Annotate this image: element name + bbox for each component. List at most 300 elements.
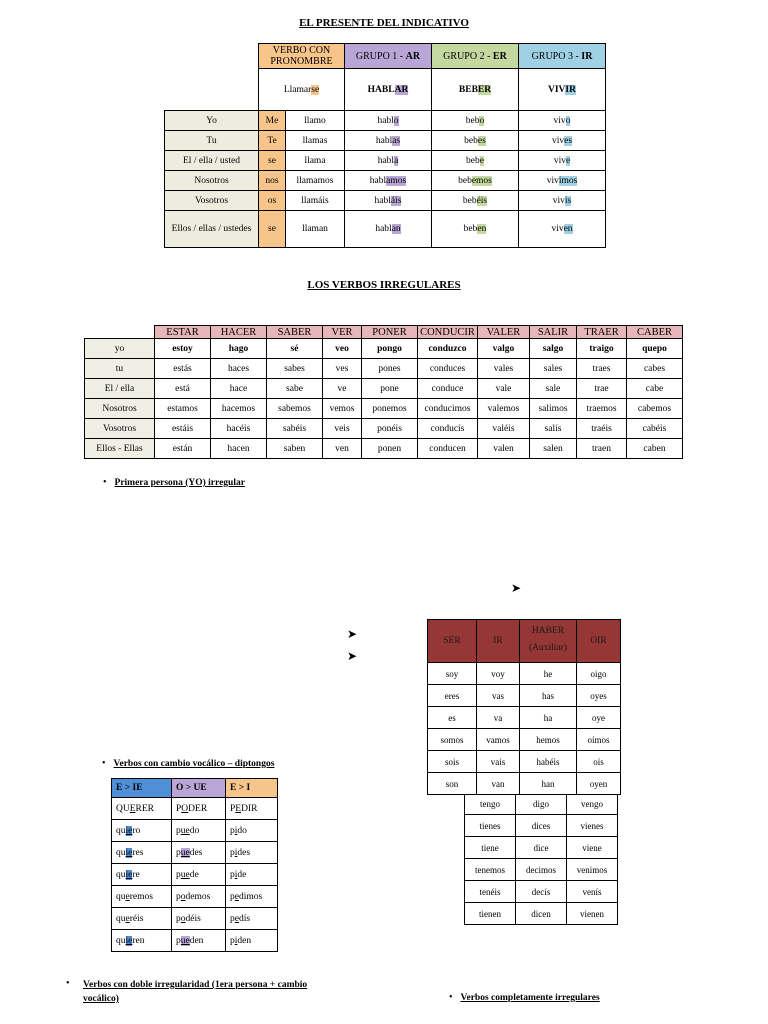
conjugation-cell <box>226 930 278 952</box>
suffix: dimos <box>238 891 263 902</box>
ending: is <box>564 195 572 206</box>
conjugation-cell: vienen <box>567 903 618 925</box>
suffix: do <box>237 825 247 836</box>
conjugation-cell-ar <box>345 191 432 211</box>
conjugation-cell: habéis <box>520 751 577 773</box>
vowel: e <box>125 891 130 902</box>
conjugation-cell: sois <box>428 751 477 773</box>
arrow-icon: ➤ <box>347 649 358 663</box>
conjugation-cell: valéis <box>478 419 530 439</box>
ending: as <box>392 135 401 146</box>
bullet-cambio-vocalico: • Verbos con cambio vocálico – diptongos <box>102 758 275 769</box>
ending: emos <box>471 175 492 186</box>
conjugation-cell: ponen <box>362 439 418 459</box>
stem: beb <box>463 224 478 234</box>
stem: habl <box>375 224 392 234</box>
ending: an <box>391 224 401 234</box>
ending: e <box>565 155 571 166</box>
conjugation-cell: valen <box>478 439 530 459</box>
conjugation-cell: han <box>520 773 577 795</box>
conjugation-cell: están <box>155 439 211 459</box>
conjugation-cell: cabemos <box>627 399 683 419</box>
ending: a <box>394 155 399 166</box>
conjugation-cell: pone <box>362 379 418 399</box>
bullet-doble-irregularidad: • Verbos con doble irregularidad (1era persona + cambio vocálico) <box>66 978 308 1004</box>
conjugation-cell: pongo <box>362 339 418 359</box>
stem: viv <box>551 224 564 234</box>
llamarse-cell: llaman <box>286 211 345 248</box>
conjugation-cell: está <box>155 379 211 399</box>
conjugation-cell: sé <box>267 339 323 359</box>
table-irregulares <box>84 325 683 459</box>
conjugation-cell: dices <box>516 815 567 837</box>
irregular-row <box>85 379 683 399</box>
conjugation-cell <box>226 908 278 930</box>
conjugation-row <box>112 886 278 908</box>
prefix: p <box>176 847 181 858</box>
title-presente: EL PRESENTE DEL INDICATIVO <box>299 17 469 29</box>
conjugation-cell-er <box>432 191 519 211</box>
pronoun-cell: Tu <box>165 131 259 151</box>
ending: es <box>564 135 573 146</box>
vowel: ie <box>125 847 133 858</box>
conjugation-cell: decimos <box>516 859 567 881</box>
conjugation-cell: hacéis <box>211 419 267 439</box>
conjugation-cell: oís <box>577 751 621 773</box>
llamarse-cell: llamo <box>286 111 345 131</box>
stem: beb <box>462 195 477 206</box>
conjugation-row <box>428 773 621 795</box>
conjugation-cell: conducís <box>418 419 478 439</box>
header-grupo1: GRUPO 1 - AR <box>345 44 432 69</box>
conjugation-cell: ves <box>323 359 362 379</box>
prefix: p <box>230 825 235 836</box>
vowel: e <box>125 913 130 924</box>
conjugation-cell <box>226 820 278 842</box>
header-e-i: E > I <box>226 779 278 798</box>
arrow-icon: ➤ <box>511 581 522 595</box>
conjugation-row <box>112 820 278 842</box>
bullet-completamente-irregulares: • Verbos completamente irregulares <box>449 992 600 1003</box>
conjugation-cell: voy <box>477 663 520 685</box>
conjugation-cell: traemos <box>577 399 627 419</box>
conjugation-cell <box>112 930 172 952</box>
conjugation-cell: traigo <box>577 339 627 359</box>
verb-header: HACER <box>211 326 267 339</box>
conjugation-cell: decís <box>516 881 567 903</box>
verb-header: SABER <box>267 326 323 339</box>
llamarse-cell: llamáis <box>286 191 345 211</box>
conjugation-cell: tengo <box>465 793 516 815</box>
verb-header: SALIR <box>530 326 577 339</box>
ending: o <box>393 115 399 126</box>
verb-header: TRAER <box>577 326 627 339</box>
irregular-row <box>85 339 683 359</box>
conjugation-cell-er <box>432 111 519 131</box>
ending: es <box>477 135 486 146</box>
conjugation-cell: estamos <box>155 399 211 419</box>
conjugation-cell: veo <box>323 339 362 359</box>
suffix: réis <box>129 913 144 924</box>
conjugation-cell: traen <box>577 439 627 459</box>
conjugation-cell: valgo <box>478 339 530 359</box>
vowel: ie <box>125 869 133 880</box>
suffix: remos <box>129 891 153 902</box>
conjugation-cell <box>172 864 226 886</box>
conjugation-row <box>112 930 278 952</box>
conjugation-cell <box>226 886 278 908</box>
conjugation-cell <box>226 864 278 886</box>
conjugation-cell: saben <box>267 439 323 459</box>
conjugation-cell: venís <box>567 881 618 903</box>
pronoun-cell: El / ella / usted <box>165 151 259 171</box>
prefix: p <box>176 913 181 924</box>
pronoun-cell: tu <box>85 359 155 379</box>
conjugation-cell: traéis <box>577 419 627 439</box>
conjugation-cell: son <box>428 773 477 795</box>
pronoun-cell: Yo <box>165 111 259 131</box>
conjugation-cell: es <box>428 707 477 729</box>
ending: o <box>565 115 571 126</box>
stem: habl <box>375 135 393 146</box>
suffix: ro <box>132 825 141 836</box>
conjugation-cell <box>172 886 226 908</box>
conjugation-cell: va <box>477 707 520 729</box>
prefix: p <box>230 913 235 924</box>
conjugation-cell: dicen <box>516 903 567 925</box>
bullet-primera-persona: • Primera persona (YO) irregular <box>103 477 245 488</box>
conjugation-cell: ve <box>323 379 362 399</box>
conjugation-cell: cabe <box>627 379 683 399</box>
conjugation-cell: vais <box>477 751 520 773</box>
reflexive-pronoun-cell: se <box>259 151 286 171</box>
ending: o <box>479 115 485 126</box>
conjugation-cell-ir <box>519 111 606 131</box>
header-oir: OIR <box>577 620 621 663</box>
vowel: ue <box>180 869 190 880</box>
conjugation-cell <box>112 886 172 908</box>
prefix: p <box>176 935 181 946</box>
blank-cell <box>165 69 259 111</box>
conjugation-cell: ven <box>323 439 362 459</box>
conjugation-cell: salís <box>530 419 577 439</box>
conjugation-cell: quepo <box>627 339 683 359</box>
suffix: DIR <box>241 803 258 814</box>
conjugation-cell: vienes <box>567 815 618 837</box>
prefix: p <box>230 891 235 902</box>
conjugation-cell: traes <box>577 359 627 379</box>
irregular-row <box>85 439 683 459</box>
conjugation-cell-ar <box>345 171 432 191</box>
conjugation-cell: he <box>520 663 577 685</box>
pronoun-cell: yo <box>85 339 155 359</box>
conjugation-row <box>465 815 618 837</box>
conjugation-cell <box>172 930 226 952</box>
conjugation-cell: conduce <box>418 379 478 399</box>
ending: áis <box>390 195 402 206</box>
verb-header: VER <box>323 326 362 339</box>
header-verbo-pronombre: VERBO CON PRONOMBRE <box>259 44 345 69</box>
ending: éis <box>476 195 488 206</box>
header-o-ue: O > UE <box>172 779 226 798</box>
conjugation-cell: ponemos <box>362 399 418 419</box>
ending: en <box>477 224 487 234</box>
suffix: den <box>237 935 252 946</box>
conjugation-cell: viene <box>567 837 618 859</box>
prefix: qu <box>116 913 126 924</box>
conjugation-cell: venimos <box>567 859 618 881</box>
conjugation-cell: soy <box>428 663 477 685</box>
prefix: qu <box>116 847 126 858</box>
vowel: e <box>234 891 239 902</box>
conjugation-cell: conducimos <box>418 399 478 419</box>
conjugation-cell: salen <box>530 439 577 459</box>
bullet-dot: • <box>66 978 70 989</box>
conjugation-row <box>428 751 621 773</box>
conjugation-cell: cabéis <box>627 419 683 439</box>
arrow-icon: ➤ <box>347 627 358 641</box>
conjugation-row <box>465 859 618 881</box>
suffix: RER <box>135 803 155 814</box>
reflexive-pronoun-cell: Te <box>259 131 286 151</box>
ending: e <box>479 155 484 166</box>
pronoun-cell: Ellos / ellas / ustedes <box>165 211 259 248</box>
conjugation-cell-ar <box>345 111 432 131</box>
conjugation-cell: veis <box>323 419 362 439</box>
bullet-dot: • <box>102 758 106 769</box>
conjugation-cell: valemos <box>478 399 530 419</box>
conjugation-row <box>465 793 618 815</box>
conjugation-cell: tienes <box>465 815 516 837</box>
llamarse-cell: llamamos <box>286 171 345 191</box>
conjugation-cell-ar <box>345 151 432 171</box>
conjugation-cell: sabemos <box>267 399 323 419</box>
conjugation-cell: hacemos <box>211 399 267 419</box>
conjugation-cell: tenemos <box>465 859 516 881</box>
vowel: i <box>234 825 238 836</box>
conjugation-cell: hago <box>211 339 267 359</box>
conjugation-cell: estoy <box>155 339 211 359</box>
conjugation-cell-ir <box>519 211 606 248</box>
verb-header: ESTAR <box>155 326 211 339</box>
vowel: ue <box>180 847 190 858</box>
vowel: E <box>235 803 242 814</box>
pronoun-cell: Vosotros <box>165 191 259 211</box>
prefix: P <box>230 803 236 814</box>
stem: habl <box>377 115 394 126</box>
conjugation-cell: somos <box>428 729 477 751</box>
suffix: des <box>237 847 251 858</box>
suffix: de <box>189 869 199 880</box>
conjugation-cell: vas <box>477 685 520 707</box>
ending: en <box>563 224 573 234</box>
vowel: E <box>129 803 136 814</box>
conjugation-cell: conducen <box>418 439 478 459</box>
conjugation-row <box>165 111 606 131</box>
conjugation-cell: van <box>477 773 520 795</box>
conjugation-row <box>465 837 618 859</box>
conjugation-cell: salgo <box>530 339 577 359</box>
conjugation-row <box>465 881 618 903</box>
infinitive-llamarse: Llamarse <box>259 69 345 111</box>
conjugation-row <box>165 171 606 191</box>
vowel: i <box>234 869 238 880</box>
header-haber: HABER (Auxiliar) <box>520 620 577 663</box>
suffix: demos <box>185 891 211 902</box>
irregular-row <box>85 419 683 439</box>
suffix: ren <box>132 935 145 946</box>
table-tener-decir-venir <box>464 792 618 925</box>
conjugation-cell: cabes <box>627 359 683 379</box>
stem: viv <box>546 175 559 186</box>
conjugation-row <box>112 908 278 930</box>
conjugation-cell: oímos <box>577 729 621 751</box>
infinitive-cell <box>172 798 226 820</box>
prefix: p <box>176 891 181 902</box>
conjugation-cell: oye <box>577 707 621 729</box>
stem: viv <box>552 195 565 206</box>
conjugation-cell-er <box>432 151 519 171</box>
llamarse-cell: llama <box>286 151 345 171</box>
conjugation-cell: vale <box>478 379 530 399</box>
conjugation-cell-ir <box>519 151 606 171</box>
suffix: re <box>132 869 140 880</box>
bullet-dot: • <box>103 477 107 488</box>
conjugation-cell: ha <box>520 707 577 729</box>
prefix: qu <box>116 935 126 946</box>
conjugation-row <box>165 131 606 151</box>
vowel: ie <box>125 935 133 946</box>
prefix: p <box>176 869 181 880</box>
conjugation-cell <box>112 908 172 930</box>
conjugation-cell <box>172 908 226 930</box>
prefix: p <box>230 869 235 880</box>
conjugation-row <box>428 707 621 729</box>
conjugation-cell: trae <box>577 379 627 399</box>
conjugation-cell <box>112 842 172 864</box>
irregular-row <box>85 359 683 379</box>
conjugation-cell: vemos <box>323 399 362 419</box>
conjugation-cell: vales <box>478 359 530 379</box>
stem: viv <box>553 155 566 166</box>
table-presente <box>164 43 606 248</box>
conjugation-cell: hemos <box>520 729 577 751</box>
conjugation-cell: hace <box>211 379 267 399</box>
conjugation-cell: oigo <box>577 663 621 685</box>
prefix: qu <box>116 825 126 836</box>
stem: viv <box>551 135 565 146</box>
header-e-ie: E > IE <box>112 779 172 798</box>
suffix: do <box>189 825 200 836</box>
conjugation-cell: tenéis <box>465 881 516 903</box>
pronoun-cell: Nosotros <box>165 171 259 191</box>
conjugation-row <box>165 211 606 248</box>
blank-cell <box>85 326 155 339</box>
pronoun-cell: Nosotros <box>85 399 155 419</box>
reflexive-pronoun-cell: nos <box>259 171 286 191</box>
conjugation-cell: has <box>520 685 577 707</box>
prefix: p <box>230 935 235 946</box>
stem: beb <box>458 175 472 186</box>
conjugation-cell: estáis <box>155 419 211 439</box>
pronoun-cell: Ellos - Ellas <box>85 439 155 459</box>
llamarse-cell: llamas <box>286 131 345 151</box>
conjugation-cell-ar <box>345 211 432 248</box>
conjugation-cell: salimos <box>530 399 577 419</box>
stem: habl <box>369 175 387 186</box>
bullet-dot: • <box>449 992 453 1003</box>
conjugation-cell: sabe <box>267 379 323 399</box>
conjugation-cell: sabéis <box>267 419 323 439</box>
suffix: des <box>189 847 203 858</box>
vowel: i <box>234 935 238 946</box>
infinitive-vivir: VIVIR <box>519 69 606 111</box>
stem: beb <box>465 115 480 126</box>
conjugation-cell-ir <box>519 131 606 151</box>
prefix: qu <box>116 891 126 902</box>
verb-header: CONDUCIR <box>418 326 478 339</box>
suffix: déis <box>185 913 201 924</box>
header-grupo2: GRUPO 2 - ER <box>432 44 519 69</box>
conjugation-cell: conduzco <box>418 339 478 359</box>
vowel: ie <box>125 825 133 836</box>
conjugation-cell: sale <box>530 379 577 399</box>
prefix: qu <box>116 869 126 880</box>
conjugation-cell: eres <box>428 685 477 707</box>
vowel: O <box>181 803 189 814</box>
suffix: DER <box>188 803 208 814</box>
conjugation-cell: digo <box>516 793 567 815</box>
stem: viv <box>553 115 566 126</box>
conjugation-cell <box>112 864 172 886</box>
infinitive-cell <box>226 798 278 820</box>
suffix: den <box>189 935 204 946</box>
infinitive-beber: BEBER <box>432 69 519 111</box>
verb-header: CABER <box>627 326 683 339</box>
reflexive-pronoun-cell: se <box>259 211 286 248</box>
conjugation-cell: oyes <box>577 685 621 707</box>
conjugation-cell: tiene <box>465 837 516 859</box>
conjugation-cell: caben <box>627 439 683 459</box>
header-ir: IR <box>477 620 520 663</box>
table-ser-ir-haber-oir <box>427 619 621 795</box>
conjugation-cell <box>172 820 226 842</box>
conjugation-cell: oyen <box>577 773 621 795</box>
infinitive-hablar: HABLAR <box>345 69 432 111</box>
irregular-row <box>85 399 683 419</box>
conjugation-cell <box>226 842 278 864</box>
stem: habl <box>374 195 391 206</box>
suffix: de <box>237 869 247 880</box>
conjugation-cell: tienen <box>465 903 516 925</box>
conjugation-cell <box>112 820 172 842</box>
ending: imos <box>558 175 578 186</box>
header-ser: SER <box>428 620 477 663</box>
conjugation-row <box>428 685 621 707</box>
conjugation-row <box>465 903 618 925</box>
infinitive-cell <box>112 798 172 820</box>
vowel: i <box>234 847 238 858</box>
vowel: e <box>234 913 239 924</box>
conjugation-cell: vamos <box>477 729 520 751</box>
stem: beb <box>466 155 480 166</box>
conjugation-cell-er <box>432 131 519 151</box>
conjugation-cell-er <box>432 171 519 191</box>
conjugation-cell <box>172 842 226 864</box>
vowel: ue <box>180 935 190 946</box>
conjugation-cell-er <box>432 211 519 248</box>
vowel: ue <box>180 825 190 836</box>
